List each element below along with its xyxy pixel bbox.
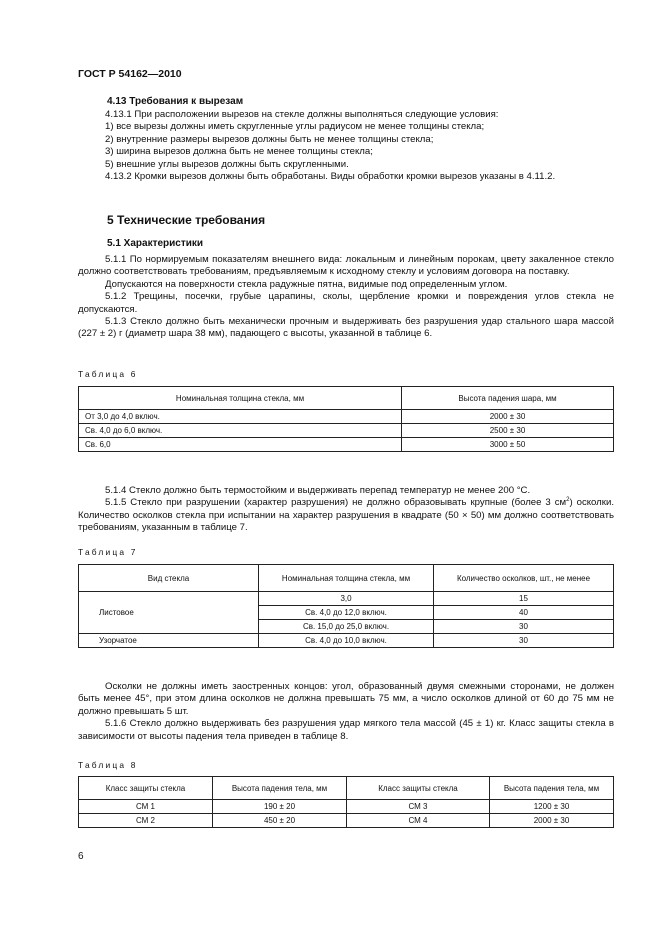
table-header-cell: Класс защиты стекла bbox=[79, 777, 213, 800]
superscript: 2 bbox=[566, 497, 570, 504]
list-item: 5) внешние углы вырезов должны быть скругленными. bbox=[105, 158, 349, 170]
table-6-caption: Таблица 6 bbox=[78, 369, 138, 379]
section-5-1-4-5-body bbox=[78, 485, 614, 535]
paragraph bbox=[78, 497, 614, 534]
paragraph: 5.1.3 Стекло должно быть механически прочным и выдерживать без разрушения удар стального шара массой (227 ± 2) г (диаметр шара 38 мм), падающего с высоты, указанной в таблице 6. bbox=[78, 316, 614, 340]
paragraph: 5.1.2 Трещины, посечки, грубые царапины, сколы, щербление кромки и повреждения углов стекла не допускаются. bbox=[78, 291, 614, 315]
section-5-1-body bbox=[78, 254, 614, 341]
table-7 bbox=[78, 564, 614, 648]
table-cell: 2500 ± 30 bbox=[402, 424, 614, 438]
table-cell: Св. 6,0 bbox=[79, 438, 402, 452]
table-cell: СМ 1 bbox=[79, 800, 213, 814]
table-cell: Св. 4,0 до 6,0 включ. bbox=[79, 424, 402, 438]
section-5-title: 5 Технические требования bbox=[107, 213, 266, 227]
table-cell: СМ 4 bbox=[347, 814, 490, 828]
section-4-13-title: 4.13 Требования к вырезам bbox=[107, 96, 244, 107]
text-run: ) осколки. Количество осколков стекла при испытании на характер разрушения в квадрате (50 × 50) мм должно соответствовать требованиям, указанным в таблице 7. bbox=[78, 497, 614, 534]
table-row bbox=[79, 592, 614, 606]
table-header-cell: Высота падения тела, мм bbox=[490, 777, 614, 800]
document-header: ГОСТ Р 54162—2010 bbox=[78, 68, 182, 80]
table-cell: 190 ± 20 bbox=[213, 800, 347, 814]
table-cell: 3,0 bbox=[259, 592, 434, 606]
table-8 bbox=[78, 776, 614, 828]
table-7-caption: Таблица 7 bbox=[78, 547, 138, 557]
list-item: 2) внутренние размеры вырезов должны быть не менее толщины стекла; bbox=[105, 133, 434, 145]
table-cell: 15 bbox=[434, 592, 614, 606]
section-5-1-6-body bbox=[78, 681, 614, 743]
table-row bbox=[79, 424, 614, 438]
page-number: 6 bbox=[78, 851, 84, 862]
table-cell: Св. 15,0 до 25,0 включ. bbox=[259, 620, 434, 634]
table-header-row bbox=[79, 387, 614, 410]
table-cell: Св. 4,0 до 10,0 включ. bbox=[259, 634, 434, 648]
list-item: 3) ширина вырезов должна быть не менее толщины стекла; bbox=[105, 146, 373, 158]
table-cell: СМ 3 bbox=[347, 800, 490, 814]
text-run: 5.1.5 Стекло при разрушении (характер разрушения) не должно образовывать крупные (более 3 см bbox=[105, 497, 567, 509]
table-cell: 2000 ± 30 bbox=[490, 814, 614, 828]
table-cell: Св. 4,0 до 12,0 включ. bbox=[259, 606, 434, 620]
paragraph: Осколки не должны иметь заостренных концов: угол, образованный двумя смежными сторонами, не должен быть менее 45°, при этом длина осколков не должна превышать 75 мм, а число осколков длиной от 60 до 75 мм не должно превышать 5 шт. bbox=[78, 681, 614, 717]
paragraph: 4.13.1 При расположении вырезов на стекле должны выполняться следующие условия: bbox=[105, 109, 499, 120]
table-header-cell: Количество осколков, шт., не менее bbox=[434, 565, 614, 592]
table-header-cell: Высота падения тела, мм bbox=[213, 777, 347, 800]
section-5-1-title: 5.1 Характеристики bbox=[107, 238, 204, 249]
table-cell: 1200 ± 30 bbox=[490, 800, 614, 814]
paragraph: Допускаются на поверхности стекла радужные пятна, видимые под определенным углом. bbox=[105, 278, 508, 290]
table-cell: 3000 ± 50 bbox=[402, 438, 614, 452]
table-6 bbox=[78, 386, 614, 452]
table-cell: 30 bbox=[434, 620, 614, 634]
table-row bbox=[79, 438, 614, 452]
table-row bbox=[79, 800, 614, 814]
table-row bbox=[79, 814, 614, 828]
table-row bbox=[79, 410, 614, 424]
section-4-13-body bbox=[78, 109, 614, 183]
table-cell: 2000 ± 30 bbox=[402, 410, 614, 424]
table-header-cell: Высота падения шара, мм bbox=[402, 387, 614, 410]
table-cell: От 3,0 до 4,0 включ. bbox=[79, 410, 402, 424]
table-cell: Узорчатое bbox=[79, 634, 259, 648]
table-cell: 30 bbox=[434, 634, 614, 648]
table-header-cell: Номинальная толщина стекла, мм bbox=[79, 387, 402, 410]
table-cell: 450 ± 20 bbox=[213, 814, 347, 828]
paragraph: 5.1.4 Стекло должно быть термостойким и выдерживать перепад температур не менее 200 °С. bbox=[105, 485, 531, 496]
table-header-row bbox=[79, 777, 614, 800]
table-cell: Листовое bbox=[79, 592, 259, 634]
table-header-row bbox=[79, 565, 614, 592]
table-cell: 40 bbox=[434, 606, 614, 620]
table-8-caption: Таблица 8 bbox=[78, 760, 138, 770]
list-item: 1) все вырезы должны иметь скругленные углы радиусом не менее толщины стекла; bbox=[105, 121, 485, 133]
table-header-cell: Вид стекла bbox=[79, 565, 259, 592]
table-header-cell: Класс защиты стекла bbox=[347, 777, 490, 800]
table-header-cell: Номинальная толщина стекла, мм bbox=[259, 565, 434, 592]
paragraph: 5.1.1 По нормируемым показателям внешнего вида: локальным и линейным порокам, цвету закаленное стекло должно соответствовать требованиям, предъявляемым к исходному стеклу и условиям договора на поставку. bbox=[78, 254, 614, 278]
paragraph: 4.13.2 Кромки вырезов должны быть обработаны. Виды обработки кромки вырезов указаны в 4.11.2. bbox=[105, 171, 556, 183]
table-row bbox=[79, 634, 614, 648]
table-cell: СМ 2 bbox=[79, 814, 213, 828]
paragraph: 5.1.6 Стекло должно выдерживать без разрушения удар мягкого тела массой (45 ± 1) кг. Класс защиты стекла в зависимости от высоты падения тела приведен в таблице 8. bbox=[78, 718, 614, 742]
